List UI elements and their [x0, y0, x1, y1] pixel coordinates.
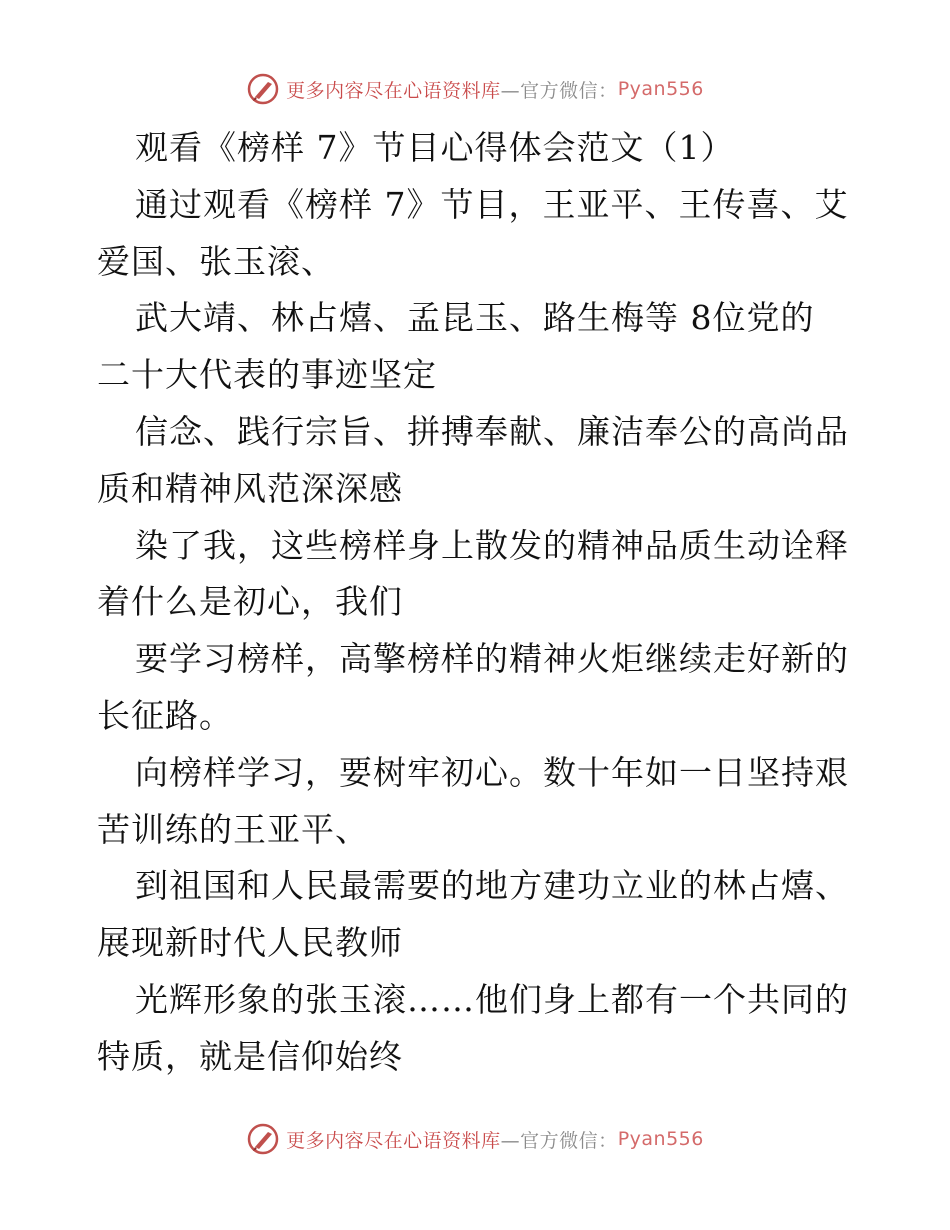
- banner-official-label: —官方微信：: [500, 1129, 618, 1152]
- paragraph-line: 特质，就是信仰始终: [97, 1036, 403, 1076]
- paragraph-line: 爱国、张玉滚、: [97, 241, 335, 281]
- paragraph-line: 通过观看《榜样 7》节目，王亚平、王传喜、艾: [135, 184, 849, 224]
- banner-wechat-id: Pyan556: [617, 78, 704, 100]
- quill-pen-circle-icon: [246, 72, 280, 106]
- banner-brand-text: 更多内容尽在心语资料库: [286, 1129, 501, 1152]
- paragraph-line: 向榜样学习，要树牢初心。数十年如一日坚持艰: [135, 752, 849, 792]
- document-body: [97, 120, 857, 1086]
- paragraph-line: 光辉形象的张玉滚……他们身上都有一个共同的: [135, 979, 849, 1019]
- banner-official-label: —官方微信：: [500, 79, 618, 102]
- paragraph-line: 染了我，这些榜样身上散发的精神品质生动诠释: [135, 525, 849, 565]
- paragraph-line: 着什么是初心，我们: [97, 582, 403, 622]
- banner-brand-text: 更多内容尽在心语资料库: [286, 79, 501, 102]
- paragraph-line: 长征路。: [97, 695, 233, 735]
- footer-banner: [0, 1122, 950, 1156]
- paragraph-line: 武大靖、林占熺、孟昆玉、路生梅等 8位党的: [135, 298, 815, 338]
- paragraph-line: 苦训练的王亚平、: [97, 809, 369, 849]
- paragraph-line: 要学习榜样，高擎榜样的精神火炬继续走好新的: [135, 639, 849, 679]
- paragraph-line: 展现新时代人民教师: [97, 923, 403, 963]
- document-title: 观看《榜样 7》节目心得体会范文（1）: [135, 128, 735, 167]
- paragraph-line: 到祖国和人民最需要的地方建功立业的林占熺、: [135, 866, 849, 906]
- banner-wechat-id: Pyan556: [617, 1128, 704, 1150]
- paragraph-line: 信念、践行宗旨、拼搏奉献、廉洁奉公的高尚品: [135, 411, 849, 451]
- paragraph-line: 二十大代表的事迹坚定: [97, 355, 437, 395]
- paragraph-line: 质和精神风范深深感: [97, 468, 403, 508]
- header-banner: [0, 72, 950, 106]
- quill-pen-circle-icon: [246, 1122, 280, 1156]
